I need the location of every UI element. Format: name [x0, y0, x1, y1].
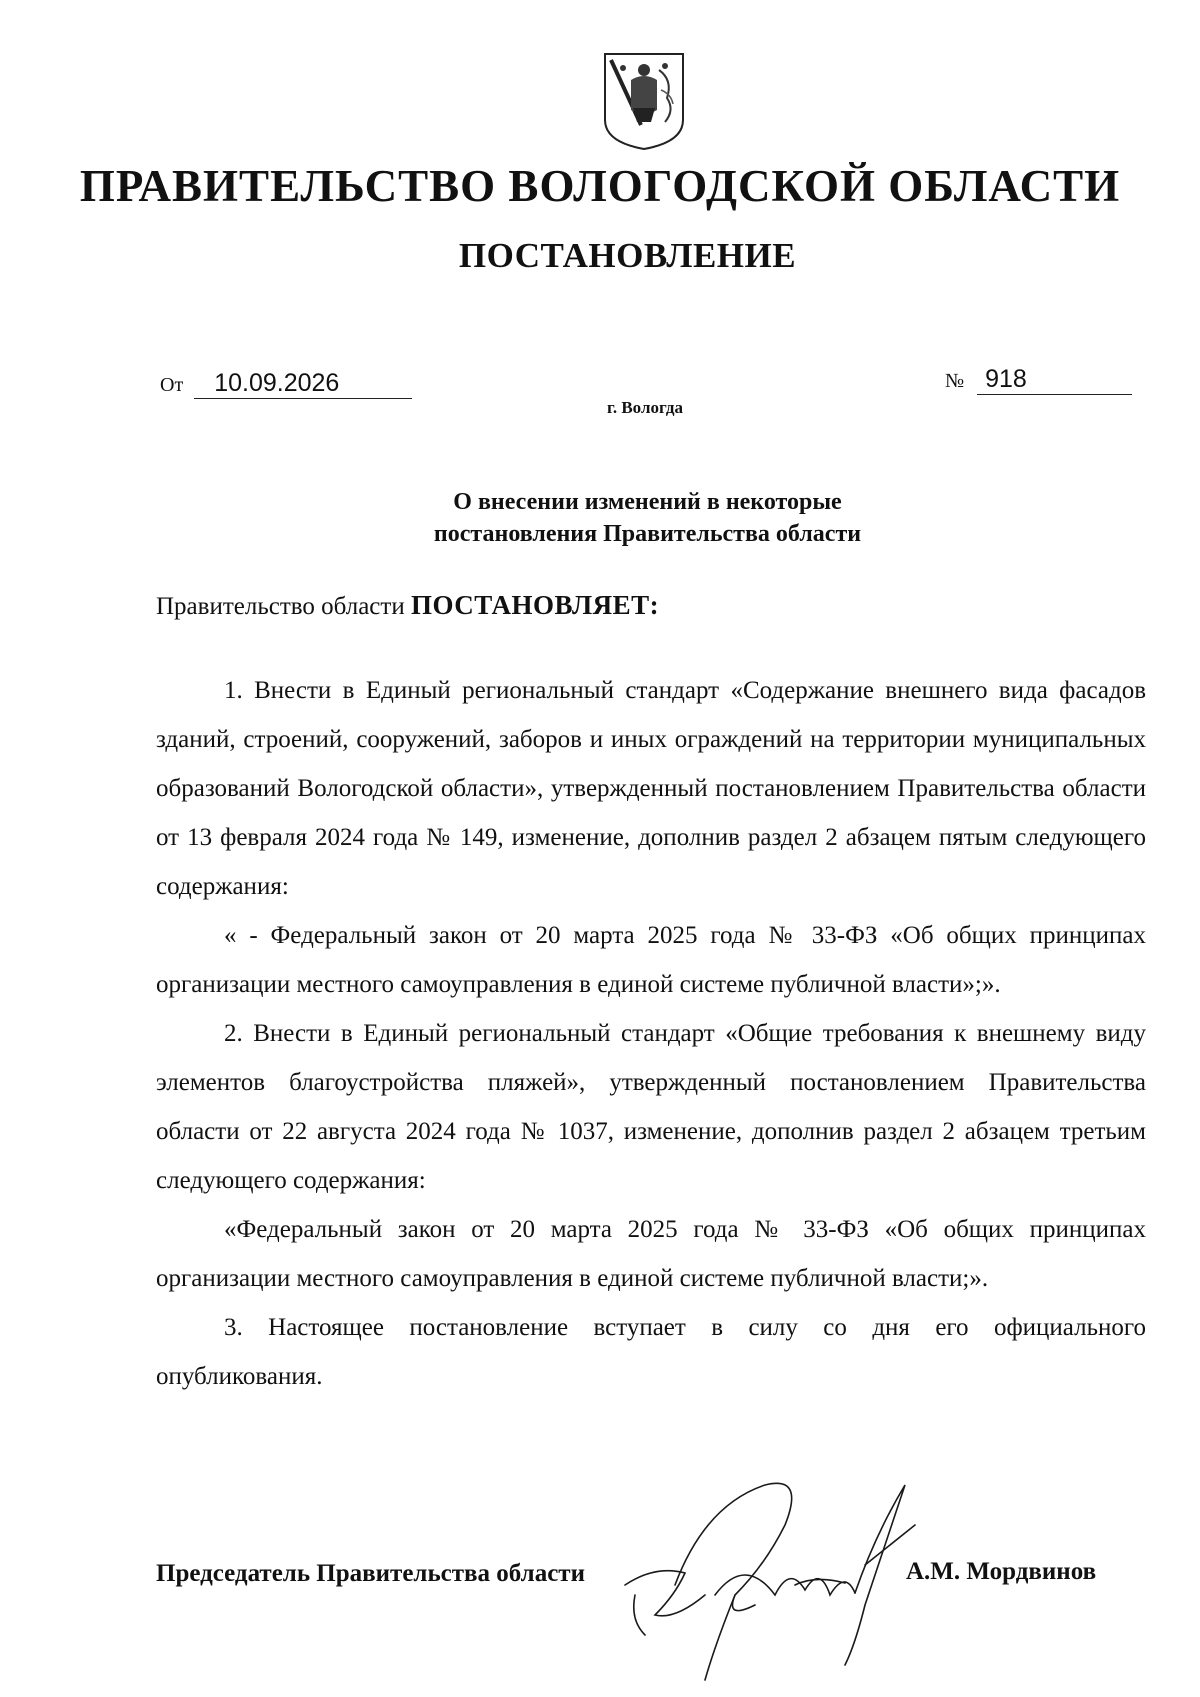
date-value: 10.09.2026	[194, 368, 412, 399]
paragraph-1: 1. Внести в Единый региональный стандарт «Содержание внешнего вида фасадов зданий, строений, сооружений, заборов и иных ограждений на территории муниципальных образований Вологодской области», утвержденный постановлением Правительства области от 13 февраля 2024 года № 149, изменение, дополнив раздел 2 абзацем пятым следующего содержания:	[156, 677, 1146, 900]
document-type-title: ПОСТАНОВЛЕНИЕ	[458, 236, 797, 275]
signatory-position: Председатель Правительства области	[156, 1560, 585, 1587]
number-prefix: №	[945, 370, 965, 392]
subject-line-1: О внесении изменений в некоторые	[453, 489, 842, 515]
paragraph-2: 2. Внести в Единый региональный стандарт «Общие требования к внешнему виду элементов благоустройства пляжей», утвержденный постановлением Правительства области от 22 августа 2024 года № 1037, изменение, дополнив раздел 2 абзацем третьим следующего содержания:	[156, 1020, 1146, 1194]
document-body	[156, 666, 1146, 1401]
preamble-text: Правительство области	[156, 593, 411, 620]
preamble	[156, 590, 659, 621]
number-field	[945, 364, 1132, 395]
paragraph-3: 3. Настоящее постановление вступает в силу со дня его официального опубликования.	[156, 1314, 1146, 1390]
coat-of-arms-icon	[601, 50, 687, 152]
signatory-name: А.М. Мордвинов	[906, 1558, 1097, 1585]
city-label: г. Вологда	[607, 398, 683, 417]
paragraph-2-quote: «Федеральный закон от 20 марта 2025 года № 33-ФЗ «Об общих принципах организации местного самоуправления в единой системе публичной власти;».	[156, 1216, 1146, 1292]
date-field	[160, 368, 412, 399]
handwritten-signature	[615, 1445, 945, 1685]
preamble-verb: ПОСТАНОВЛЯЕТ:	[410, 590, 660, 620]
paragraph-1-quote: « - Федеральный закон от 20 марта 2025 года № 33-ФЗ «Об общих принципах организации местного самоуправления в единой системе публичной власти»;».	[156, 922, 1146, 998]
subject-line-2: постановления Правительства области	[433, 521, 862, 547]
number-value: 918	[977, 364, 1132, 395]
date-prefix: От	[160, 374, 184, 396]
document-subject	[0, 486, 1200, 550]
organization-title: ПРАВИТЕЛЬСТВО ВОЛОГОДСКОЙ ОБЛАСТИ	[79, 161, 1121, 211]
